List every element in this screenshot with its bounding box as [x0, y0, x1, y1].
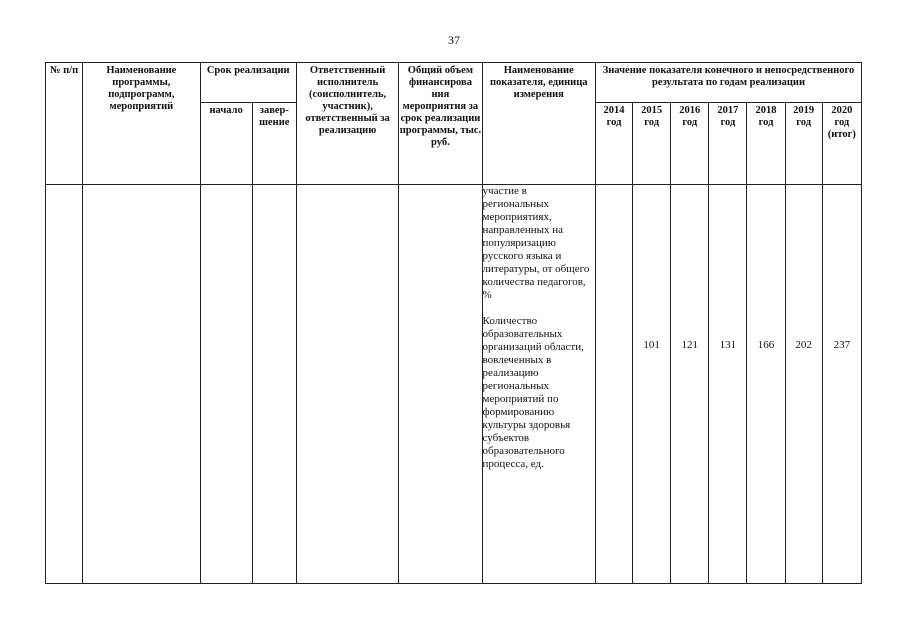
cell-term-start: [200, 185, 252, 584]
cell-indicators: [482, 185, 595, 584]
header-volume: Общий объем финансирова ния мероприятия за срок реализации программы, тыс. руб.: [399, 63, 482, 185]
header-year-2016: 2016 год: [671, 103, 709, 185]
value-2019-text: 202: [795, 339, 812, 351]
value-2017: [709, 185, 747, 584]
page-number: 37: [448, 33, 460, 47]
value-2014: [595, 185, 632, 584]
header-values-group: Значение показателя конечного и непосредственного результата по годам реализации: [595, 63, 861, 103]
value-2016-text: 121: [681, 339, 699, 351]
header-term-end: завер-шение: [252, 103, 296, 185]
header-year-2015: 2015 год: [633, 103, 671, 185]
cell-name: [83, 185, 200, 584]
cell-num: [46, 185, 83, 584]
program-table: [45, 62, 862, 584]
header-term: Срок реализации: [200, 63, 296, 103]
value-2020-text: 237: [833, 339, 851, 351]
header-year-2018: 2018 год: [747, 103, 785, 185]
value-2017-text: 131: [719, 339, 737, 351]
value-2016: [671, 185, 709, 584]
header-executor: Ответственный исполнитель (соисполнитель, участник), ответственный за реализацию: [296, 63, 398, 185]
cell-executor: [296, 185, 398, 584]
value-2015-text: 101: [643, 339, 660, 351]
value-2014-text: [596, 185, 632, 339]
value-2020: [822, 185, 861, 584]
value-2015: [633, 185, 671, 584]
header-term-start: начало: [200, 103, 252, 185]
table-row: [46, 185, 862, 584]
header-year-2020: 2020 год (итог): [822, 103, 861, 185]
header-indicator: Наименование показателя, единица измерения: [482, 63, 595, 185]
value-2019: [785, 185, 822, 584]
indicator-1: участие в региональных мероприятиях, направленных на популяризацию русского языка и литературы, от общего количества педагогов, %: [482, 185, 590, 301]
header-num: № п/п: [46, 63, 83, 185]
indicator-2: Количество образовательных организаций области, вовлеченных в реализацию региональных мероприятий по формированию культуры здоровья субъектов образовательного процесса, ед.: [482, 315, 584, 470]
value-2018-text: 166: [757, 339, 775, 351]
value-2018: [747, 185, 785, 584]
cell-volume: [399, 185, 482, 584]
header-name: Наименование программы, подпрограмм, мероприятий: [83, 63, 200, 185]
header-year-2017: 2017 год: [709, 103, 747, 185]
header-year-2014: 2014 год: [595, 103, 632, 185]
cell-term-end: [252, 185, 296, 584]
header-year-2019: 2019 год: [785, 103, 822, 185]
